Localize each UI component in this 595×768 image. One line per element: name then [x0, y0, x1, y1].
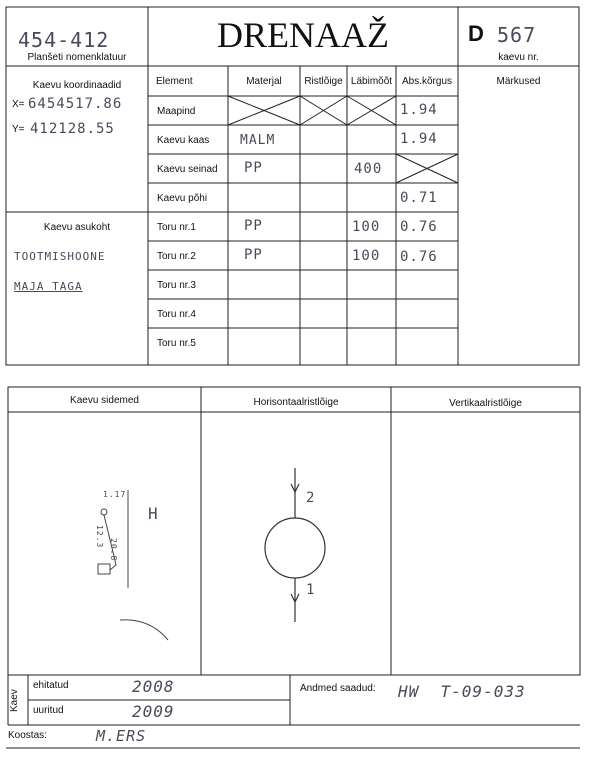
tie-dimension: 20.8	[109, 538, 118, 562]
sheet-label: Planšeti nomenklatuur	[27, 52, 127, 63]
col-header-remarks: Märkused	[496, 76, 541, 87]
pipe-in-label: 2	[306, 490, 316, 506]
row-material: PP	[244, 218, 263, 234]
row-material: PP	[244, 160, 263, 176]
row-material: PP	[244, 247, 263, 263]
x-prefix: X=	[12, 99, 25, 110]
horizontal-section-label: Horisontaalristlõige	[253, 397, 339, 408]
location-line-2: MAJA TAGA	[14, 280, 83, 293]
col-header-abs-height: Abs.kõrgus	[401, 76, 453, 87]
data-source-value: HW T-09-033	[398, 682, 526, 701]
row-element: Kaevu seinad	[157, 164, 218, 175]
form-title: DRENAAŽ	[217, 15, 389, 55]
row-diameter: 400	[354, 161, 383, 177]
row-element: Toru nr.4	[157, 309, 196, 320]
well-prefix: D	[468, 21, 484, 46]
row-element: Toru nr.1	[157, 222, 196, 233]
row-element: Kaevu kaas	[157, 135, 210, 146]
well-number-label: kaevu nr.	[498, 52, 539, 63]
pipe-out-label: 1	[306, 582, 316, 598]
row-abs-height: 0.76	[400, 219, 438, 235]
row-diameter: 100	[352, 248, 381, 264]
ties-label: Kaevu sidemed	[70, 395, 139, 406]
x-coordinate: 6454517.86	[28, 96, 123, 112]
tie-mark: H	[148, 504, 159, 523]
row-material: MALM	[240, 133, 276, 148]
compiled-label: Koostas:	[8, 730, 47, 741]
row-element: Toru nr.3	[157, 280, 196, 291]
row-diameter: 100	[352, 219, 381, 235]
col-header-material: Materjal	[246, 76, 282, 87]
data-source-label: Andmed saadud:	[300, 683, 376, 694]
row-abs-height: 0.76	[400, 249, 438, 265]
col-header-cross-section: Ristlõige	[304, 76, 343, 87]
location-label: Kaevu asukoht	[43, 222, 111, 233]
kaev-label: Kaev	[9, 689, 20, 712]
vertical-section-label: Vertikaalristlõige	[449, 398, 522, 409]
row-element: Maapind	[157, 106, 196, 117]
surveyed-label: uuritud	[33, 705, 64, 716]
col-header-diameter: Läbimõõt	[350, 76, 393, 87]
built-year: 2008	[132, 677, 175, 696]
row-element: Kaevu põhi	[157, 193, 208, 204]
surveyed-year: 2009	[132, 702, 175, 721]
built-label: ehitatud	[33, 680, 69, 691]
compiled-value: M.ERS	[96, 727, 147, 745]
row-element: Toru nr.2	[157, 251, 196, 262]
row-abs-height: 1.94	[400, 102, 438, 118]
row-abs-height: 0.71	[400, 190, 438, 206]
row-abs-height: 1.94	[400, 131, 438, 147]
tie-dimension: 12.3	[95, 525, 104, 549]
horizontal-section-sketch	[265, 468, 325, 622]
y-prefix: Y=	[12, 124, 25, 135]
sheet-number: 454-412	[18, 28, 110, 52]
tie-dimension: 1.17	[103, 490, 127, 499]
well-number: 567	[497, 23, 537, 47]
coordinates-label: Kaevu koordinaadid	[32, 80, 122, 91]
col-header-element: Element	[156, 76, 193, 87]
y-coordinate: 412128.55	[30, 121, 115, 137]
row-element: Toru nr.5	[157, 338, 196, 349]
location-line-1: TOOTMISHOONE	[14, 250, 106, 263]
